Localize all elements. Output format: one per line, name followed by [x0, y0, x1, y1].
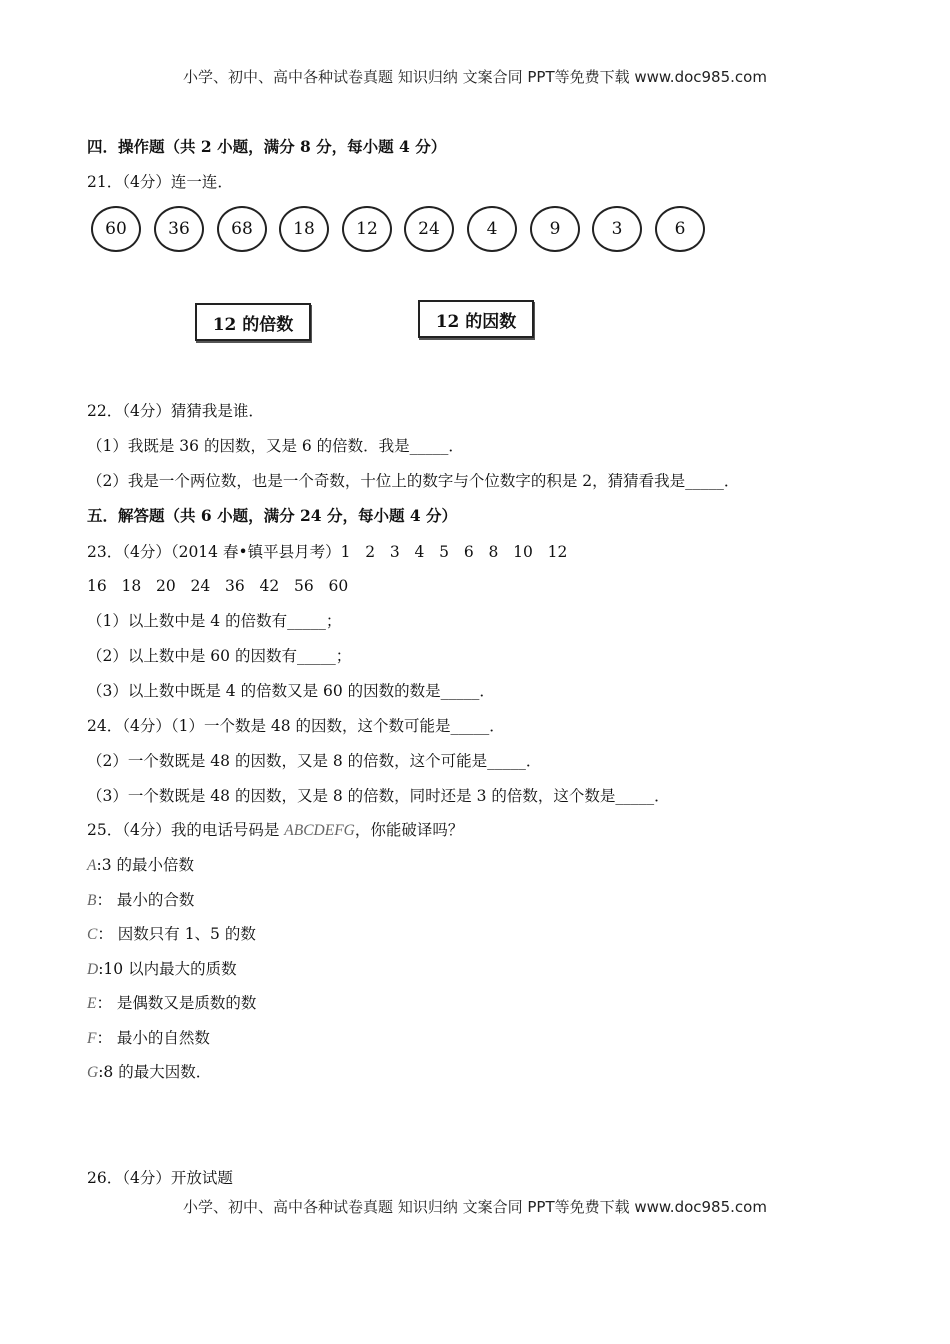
- clue-letter: A: [87, 857, 97, 874]
- clue-text: :3 的最小倍数: [96, 856, 194, 874]
- q21-title: 21．（4分）连一连．: [87, 173, 233, 191]
- number-circle: 18: [279, 206, 329, 252]
- page-footer: 小学、初中、高中各种试卷真题 知识归纳 文案合同 PPT等免费下载 www.doc985.com: [183, 1198, 767, 1216]
- number-circle: 3: [592, 206, 642, 252]
- section-4-heading: 四．操作题（共 2 小题，满分 8 分，每小题 4 分）: [87, 137, 447, 156]
- number-circle: 68: [217, 206, 267, 252]
- q23-part3: （3）以上数中既是 4 的倍数又是 60 的因数的数是_____．: [87, 682, 495, 700]
- clue-item: [87, 924, 256, 945]
- q25-title-b: ，你能破译吗？: [354, 821, 464, 839]
- number-circle: 9: [530, 206, 580, 252]
- q24-part2: （2）一个数既是 48 的因数，又是 8 的倍数，这个可能是_____．: [87, 752, 542, 770]
- q23-title: 23．（4分）（2014 春•镇平县月考）1 2 3 4 5 6 8 10 12: [87, 543, 568, 561]
- number-circle: 12: [342, 206, 392, 252]
- number-circle: 36: [154, 206, 204, 252]
- number-circle: 24: [404, 206, 454, 252]
- q23-part1: （1）以上数中是 4 的倍数有_____；: [87, 612, 342, 630]
- clue-item: [87, 1028, 210, 1049]
- clue-text: ： 因数只有 1、5 的数: [97, 925, 256, 943]
- q22-part1: （1）我既是 36 的因数，又是 6 的倍数．我是_____．: [87, 437, 464, 455]
- clue-letter: G: [87, 1064, 99, 1081]
- q24-part3: （3）一个数既是 48 的因数，又是 8 的倍数，同时还是 3 的倍数，这个数是_____．: [87, 787, 670, 805]
- clue-letter: C: [87, 926, 98, 943]
- page-header: 小学、初中、高中各种试卷真题 知识归纳 文案合同 PPT等免费下载 www.doc985.com: [183, 68, 767, 86]
- section-5-heading: 五．解答题（共 6 小题，满分 24 分，每小题 4 分）: [87, 506, 458, 525]
- number-circle: 4: [467, 206, 517, 252]
- clue-item: [87, 993, 256, 1014]
- clue-letter: E: [87, 995, 97, 1012]
- q25-title-a: 25．（4分）我的电话号码是: [87, 821, 285, 839]
- clue-letter: D: [87, 960, 99, 978]
- clue-item: [87, 1062, 211, 1083]
- q23-numbers: 16 18 20 24 36 42 56 60: [87, 577, 349, 595]
- factors-of-12-box: 12 的因数: [418, 300, 534, 338]
- clue-item: [87, 890, 194, 911]
- clue-text: :10 以内最大的质数: [98, 959, 237, 978]
- clue-letter: B: [87, 891, 97, 909]
- clue-item: [87, 855, 194, 876]
- clue-text: ： 是偶数又是质数的数: [96, 994, 257, 1012]
- clue-text: :8 的最大因数．: [98, 1063, 212, 1081]
- q26-title: 26．（4分）开放试题: [87, 1169, 233, 1187]
- q24-title: 24．（4分）（1）一个数是 48 的因数，这个数可能是_____．: [87, 717, 505, 735]
- clue-letter: F: [87, 1029, 97, 1047]
- clue-text: ： 最小的合数: [96, 890, 195, 909]
- q22-part2: （2）我是一个两位数，也是一个奇数，十位上的数字与个位数字的积是 2，猜猜看我是_____．: [87, 472, 740, 490]
- clue-item: [87, 959, 237, 980]
- clue-text: ： 最小的自然数: [96, 1028, 210, 1047]
- q25-code: ABCDEFG: [284, 822, 355, 839]
- number-circle: 60: [91, 206, 141, 252]
- number-circle: 6: [655, 206, 705, 252]
- q22-title: 22．（4分）猜猜我是谁．: [87, 402, 264, 420]
- q25-title: [87, 820, 463, 841]
- multiples-of-12-box: 12 的倍数: [195, 303, 311, 341]
- q23-part2: （2）以上数中是 60 的因数有_____；: [87, 647, 352, 665]
